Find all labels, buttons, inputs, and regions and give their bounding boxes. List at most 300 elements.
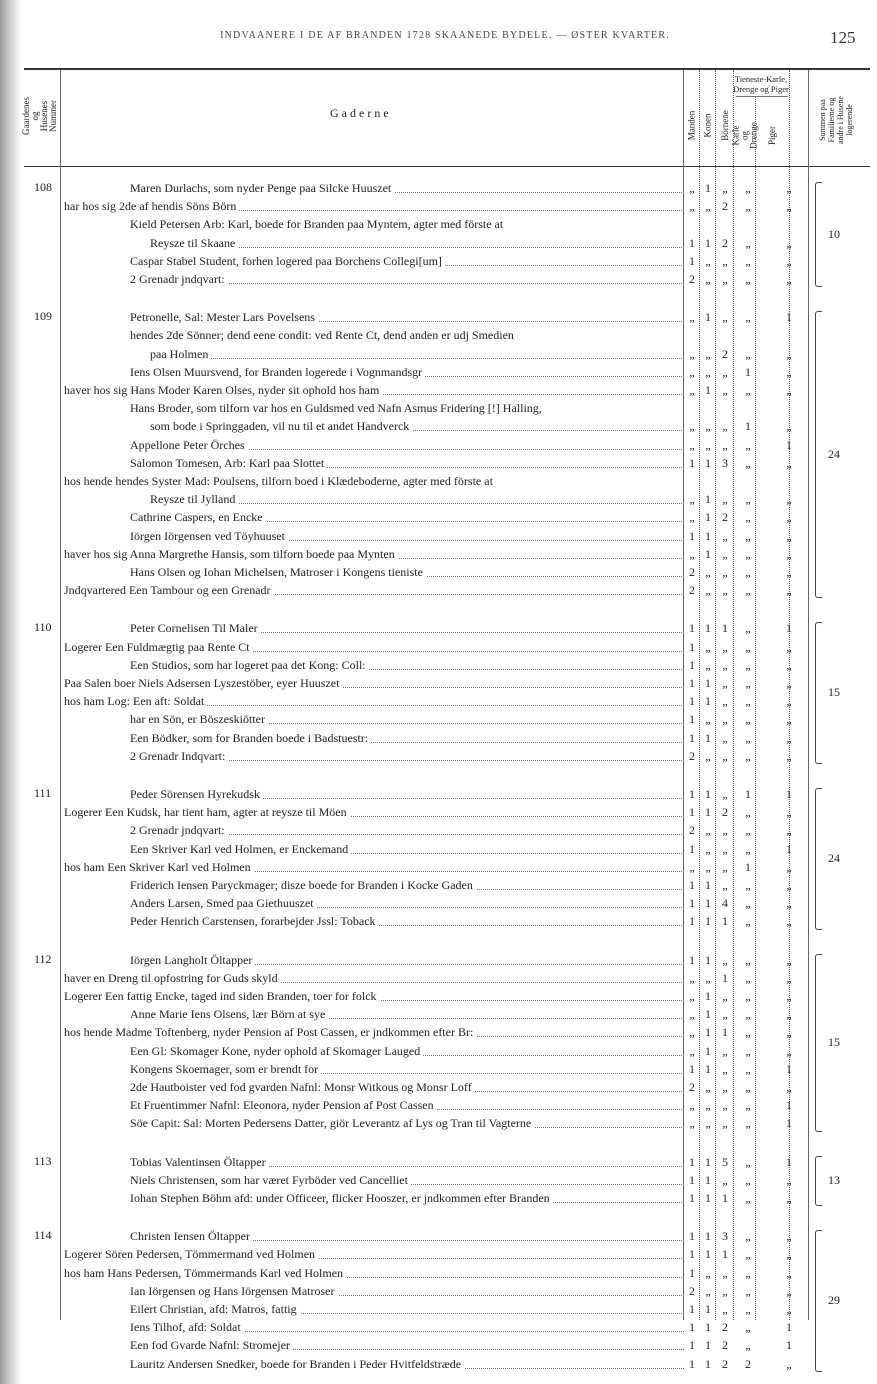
count-servant-men: „ [745,1098,751,1113]
count-wife: 1 [705,621,711,636]
count-children: „ [722,878,728,892]
count-children: „ [722,1080,728,1094]
count-wife: 1 [705,492,711,507]
count-wife: „ [705,253,711,268]
count-men: „ [689,310,695,325]
register-entry [64,418,684,434]
count-wife: „ [705,272,711,286]
count-servant-men: „ [745,199,751,214]
register-entry [64,877,684,893]
count-men: 1 [689,1265,695,1280]
count-men: 1 [689,455,695,470]
count-servant-girls: „ [786,199,792,214]
count-wife: 1 [705,1320,711,1335]
count-servant-girls: „ [786,1080,792,1094]
entry-text: paa Holmen [150,347,211,361]
count-men: 1 [689,952,695,967]
count-children: 2 [722,510,728,525]
register-entry [64,1097,684,1113]
count-servant-men: „ [745,989,751,1003]
count-children: „ [722,639,728,654]
count-men: „ [689,364,695,379]
count-men: 1 [689,878,695,892]
register-entry [64,822,684,838]
entry-text: Friderich Iensen Paryckmager; disze boede for Branden i Kocke Gaden [130,878,476,892]
count-servant-girls: 1 [786,621,792,636]
entry-text: haver en Dreng til opfostring for Guds skyld [64,971,281,985]
count-wife: „ [705,657,711,672]
register-entry [64,364,684,380]
count-servant-men: „ [745,1247,751,1262]
count-servant-girls: „ [786,1191,792,1205]
count-servant-girls: „ [786,952,792,967]
register-entry [64,455,684,471]
count-servant-men: „ [745,1265,751,1280]
count-children: „ [722,383,728,397]
count-servant-men: „ [745,1080,751,1094]
count-servant-men: „ [745,841,751,856]
entry-text: Reysze til Jylland [150,492,238,506]
entry-text: Salomon Tomesen, Arb: Karl paa Slottet [130,456,327,470]
count-servant-girls: 1 [786,1098,792,1113]
count-wife: 1 [705,1154,711,1169]
count-servant-men: „ [745,1191,751,1205]
register-entry [64,748,684,764]
count-servant-girls: „ [786,1302,792,1316]
register-entry [64,327,684,343]
count-men: 1 [689,657,695,672]
entry-text: Tobias Valentinsen Öltapper [130,1155,269,1169]
count-wife: 1 [705,896,711,911]
children-header: Börnene [719,109,730,141]
count-men: „ [689,859,695,874]
count-servant-men: „ [745,1283,751,1298]
count-servant-girls: „ [786,492,792,507]
count-children: „ [722,1116,728,1131]
running-title: INDVAANERE I DE AF BRANDEN 1728 SKAANEDE BYDELE. — ØSTER KVARTER. [220,30,670,41]
count-servant-girls: „ [786,235,792,250]
count-men: „ [689,492,695,507]
count-children: 4 [722,896,728,911]
register-entry [64,895,684,911]
streets-header: Gaderne [330,106,392,120]
house-total: 13 [828,1172,840,1187]
count-men: „ [689,989,695,1003]
col-divider-total [808,70,809,1320]
register-entry [64,970,684,986]
count-children: 2 [722,1338,728,1353]
count-servant-girls: „ [786,565,792,579]
count-wife: 1 [705,1025,711,1040]
count-wife: „ [705,364,711,379]
count-children: 2 [722,199,728,214]
register-entry [64,1190,684,1206]
entry-text: Kongens Skoemager, som er brendt for [130,1062,321,1076]
family-brace [815,1230,822,1372]
register-entry [64,1172,684,1188]
count-children: „ [722,657,728,672]
count-children: „ [722,952,728,967]
count-men: „ [689,181,695,195]
count-children: „ [722,310,728,325]
count-men: „ [689,970,695,985]
count-children: „ [722,272,728,286]
count-wife: 1 [705,1229,711,1244]
count-servant-men: „ [745,383,751,397]
entry-text: haver hos sig Hans Moder Karen Olses, nyder sit ophold hos ham [64,383,382,397]
count-servant-men: „ [745,235,751,250]
count-children: „ [722,787,728,801]
count-men: „ [689,346,695,361]
count-servant-girls: „ [786,1007,792,1022]
count-men: 1 [689,1061,695,1076]
count-wife: „ [705,1265,711,1280]
count-servant-girls: „ [786,1247,792,1262]
count-wife: 1 [705,787,711,801]
book-binding-shadow [0,0,22,1384]
entry-text: Peder Sörensen Hyrekudsk [130,787,263,801]
count-children: „ [722,1043,728,1058]
register-entry [64,546,684,562]
count-servant-girls: „ [786,914,792,929]
count-children: „ [722,712,728,727]
house-number: 113 [34,1153,52,1168]
count-men: „ [689,419,695,434]
entry-text: hos ham Hans Pedersen, Tömmermands Karl ved Holmen [64,1266,346,1280]
count-wife: 1 [705,730,711,745]
count-men: „ [689,1098,695,1113]
count-men: 1 [689,235,695,250]
entry-text: Hans Broder, som tilforn var hos en Guldsmed ved Nafn Asmus Fridering [!] Halling, [130,401,545,415]
register-entry [64,675,684,691]
entry-text: Hans Olsen og Iohan Michelsen, Matroser i Kongens tieniste [130,565,426,579]
register-entry [64,711,684,727]
count-wife: 1 [705,694,711,709]
entry-text: Logerer Een Kudsk, har tient ham, agter at reysze til Möen [64,805,350,819]
count-servant-girls: „ [786,1172,792,1187]
count-servant-girls: „ [786,1283,792,1298]
count-servant-men: „ [745,1302,751,1316]
leader-dots [150,357,684,359]
count-servant-men: „ [745,310,751,325]
register-entry [64,1319,684,1335]
entry-text: 2 Grenadr jndqvart: [130,823,228,837]
register-entry [64,1043,684,1059]
register-entry [64,913,684,929]
register-entry [64,528,684,544]
count-servant-men: „ [745,748,751,763]
family-brace [815,311,822,598]
count-wife: „ [705,565,711,579]
register-entry [64,1228,684,1244]
register-entry [64,1246,684,1262]
entry-text: Reysze til Skaane [150,236,238,250]
count-children: „ [722,1283,728,1298]
register-entry [64,859,684,875]
count-men: 2 [689,823,695,838]
count-wife: 1 [705,455,711,470]
count-men: „ [689,383,695,397]
count-children: 2 [722,1320,728,1335]
count-servant-men: „ [745,510,751,525]
entry-text: Jndqvartered Een Tambour og een Grenadr [64,583,274,597]
entry-text: Söe Capit: Sal: Morten Pedersens Datter, giör Leverantz af Lys og Tran til Vagterne [130,1116,534,1130]
entry-text: 2 Grenadr Indqvart: [130,749,228,763]
count-servant-girls: „ [786,346,792,361]
count-servant-girls: „ [786,528,792,543]
count-servant-men: „ [745,970,751,985]
count-children: „ [722,676,728,690]
register-entry [64,730,684,746]
register-entry [64,1283,684,1299]
count-servant-girls: „ [786,805,792,820]
count-children: „ [722,583,728,598]
count-men: 1 [689,787,695,801]
count-servant-girls: „ [786,989,792,1003]
entry-text: Iens Olsen Muursvend, for Branden logerede i Vognmandsgr [130,365,425,379]
count-men: 1 [689,1356,695,1371]
entry-text: Christen Iensen Öltapper [130,1229,253,1243]
count-servant-men: 2 [745,1356,751,1371]
entry-text: Et Fruentimmer Nafnl: Eleonora, nyder Pension af Post Cassen [130,1098,437,1112]
count-servant-men: „ [745,1172,751,1187]
entry-text: haver hos sig Anna Margrethe Hansis, som tilforn boede paa Mynten [64,547,398,561]
count-servant-girls: „ [786,272,792,286]
entry-text: Paa Salen boer Niels Adsersen Lyszestöber, eyer Huuszet [64,676,342,690]
count-children: „ [722,841,728,856]
entry-text: hendes 2de Sönner; dend eene condit: ved Rente Ct, dend anden er udj Smedien [130,328,517,342]
count-children: „ [722,1061,728,1076]
count-servant-girls: 1 [786,1154,792,1169]
entry-text: som bode i Springgaden, vil nu til et andet Handverck [150,419,412,433]
entry-text: Logerer Een fattig Encke, taged ind siden Branden, toer for folck [64,989,380,1003]
register-entry [64,1265,684,1281]
count-men: 2 [689,565,695,579]
men-header: Manden [686,110,697,140]
count-wife: „ [705,712,711,727]
count-wife: 1 [705,181,711,195]
servants-girls-header: Piger [766,125,777,145]
house-number: 110 [34,620,52,635]
count-servant-men: „ [745,730,751,745]
count-wife: „ [705,841,711,856]
register-entry [64,437,684,453]
count-servant-men: „ [745,1061,751,1076]
register-entry [64,346,684,362]
count-wife: „ [705,859,711,874]
count-servant-men: 1 [745,859,751,874]
count-servant-girls: „ [786,657,792,672]
register-entry [64,509,684,525]
count-servant-men: „ [745,823,751,838]
count-servant-men: „ [745,1116,751,1131]
entry-text: Een Bödker, som for Branden boede i Badstuestr: [130,731,371,745]
entry-text: hos hende hendes Syster Mad: Poulsens, tilforn boed i Klædeboderne, agter med förste at [64,474,496,488]
count-wife: 1 [705,546,711,561]
count-children: 1 [722,914,728,929]
count-wife: „ [705,199,711,214]
count-men: 1 [689,694,695,709]
count-servant-men: „ [745,621,751,636]
count-servant-girls: „ [786,583,792,598]
count-children: 1 [722,970,728,985]
count-servant-men: „ [745,181,751,195]
count-wife: 1 [705,1043,711,1058]
house-total: 15 [828,685,840,700]
entry-text: hos ham Een Skriver Karl ved Holmen [64,860,254,874]
register-entry [64,1154,684,1170]
entry-text: 2de Hautboister ved fod gvarden Nafnl: Monsr Witkous og Monsr Loff [130,1080,475,1094]
entry-text: Caspar Stabel Student, forhen logered paa Borchens Collegi[um] [130,254,445,268]
count-wife: „ [705,346,711,361]
count-wife: „ [705,748,711,763]
count-children: „ [722,181,728,195]
count-children: „ [722,1265,728,1280]
register-entry [64,786,684,802]
count-servant-girls: 1 [786,310,792,325]
register-entry [64,1079,684,1095]
count-men: „ [689,1025,695,1040]
count-servant-girls: „ [786,970,792,985]
count-men: 1 [689,896,695,911]
count-servant-men: „ [745,694,751,709]
count-servant-men: „ [745,1320,751,1335]
count-servant-girls: 1 [786,787,792,801]
count-children: 3 [722,455,728,470]
register-entry [64,400,684,416]
count-wife: „ [705,1116,711,1131]
count-men: 1 [689,914,695,929]
count-servant-men: „ [745,1229,751,1244]
count-men: 2 [689,583,695,598]
count-servant-men: „ [745,896,751,911]
register-entry [64,1115,684,1131]
house-number: 112 [34,951,52,966]
count-children: 5 [722,1154,728,1169]
count-servant-girls: „ [786,639,792,654]
count-wife: 1 [705,1191,711,1205]
register-entry [64,657,684,673]
count-children: „ [722,748,728,763]
count-men: 1 [689,639,695,654]
count-servant-girls: 1 [786,1338,792,1353]
family-brace [815,622,822,764]
count-wife: „ [705,419,711,434]
count-children: „ [722,364,728,379]
count-servant-girls: „ [786,455,792,470]
count-children: 2 [722,1356,728,1371]
count-servant-girls: 1 [786,841,792,856]
register-entry [64,1024,684,1040]
count-servant-men: 1 [745,364,751,379]
count-servant-girls: 1 [786,1116,792,1131]
count-wife: 1 [705,1356,711,1371]
house-number: 108 [34,180,52,194]
count-men: „ [689,1007,695,1022]
register-entry [64,491,684,507]
count-wife: „ [705,823,711,838]
count-wife: 1 [705,676,711,690]
entry-text: hos ham Log: Een aft: Soldat [64,694,207,708]
count-servant-girls: „ [786,694,792,709]
register-entry [64,952,684,968]
house-total: 24 [828,446,840,461]
count-servant-girls: „ [786,823,792,838]
count-men: „ [689,437,695,452]
count-servant-men: „ [745,1043,751,1058]
count-men: 1 [689,730,695,745]
count-servant-girls: „ [786,1025,792,1040]
count-men: 1 [689,805,695,820]
page-number: 125 [830,28,856,47]
entry-text: Iörgen Iörgensen ved Töyhuuset [130,529,288,543]
total-header: Summen paa Familierne og andre i Husene logerende [818,96,854,144]
count-servant-men: „ [745,253,751,268]
count-servant-girls: „ [786,730,792,745]
col-divider-number [60,70,61,1320]
count-children: „ [722,419,728,434]
entry-text: Appellone Peter Örches [130,438,248,452]
count-men: 1 [689,676,695,690]
count-wife: 1 [705,1007,711,1022]
entry-text: Petronelle, Sal: Mester Lars Povelsens [130,310,318,324]
count-servant-girls: „ [786,712,792,727]
entry-text: har en Sön, er Böszeskiötter [130,712,268,726]
family-brace [815,954,822,1132]
entry-text: Iohan Stephen Böhm afd: under Officeer, flicker Hooszer, er jndkommen efter Branden [130,1191,553,1205]
count-wife: 1 [705,383,711,397]
register-entry [64,988,684,1004]
count-servant-men: „ [745,528,751,543]
count-men: „ [689,546,695,561]
count-children: 1 [722,1025,728,1040]
count-men: 1 [689,253,695,268]
register-entry [64,253,684,269]
count-men: 1 [689,1247,695,1262]
count-children: „ [722,1172,728,1187]
count-children: 1 [722,621,728,636]
count-wife: 1 [705,528,711,543]
count-wife: „ [705,437,711,452]
count-men: 2 [689,272,695,286]
count-servant-men: „ [745,639,751,654]
entry-text: Kield Petersen Arb: Karl, boede for Branden paa Myntem, agter med förste at [130,217,506,231]
count-children: „ [722,1302,728,1316]
register-entry [64,198,684,214]
register-entry [64,804,684,820]
count-men: 1 [689,528,695,543]
entry-text: hos hende Madme Toftenberg, nyder Pension af Post Cassen, er jndkommen efter Br: [64,1025,476,1039]
count-wife: 1 [705,1061,711,1076]
entry-text: Maren Durlachs, som nyder Penge paa Silcke Huuszet [130,181,394,195]
count-men: 1 [689,1172,695,1187]
count-men: 1 [689,841,695,856]
count-servant-men: 1 [745,419,751,434]
entry-text: Anders Larsen, Smed paa Giethuuszet [130,896,317,910]
count-wife: 1 [705,310,711,325]
count-wife: 1 [705,914,711,929]
house-number-header: Gaardenes og Husenes Nummer [21,97,59,135]
register-entry [64,473,684,489]
count-wife: 1 [705,1247,711,1262]
count-servant-men: „ [745,1338,751,1353]
count-children: 1 [722,1247,728,1262]
entry-text: Een fod Gvarde Nafnl: Stromejer [130,1338,293,1352]
count-servant-men: „ [745,805,751,820]
register-entry [64,1337,684,1353]
register-entry [64,693,684,709]
count-wife: 1 [705,878,711,892]
